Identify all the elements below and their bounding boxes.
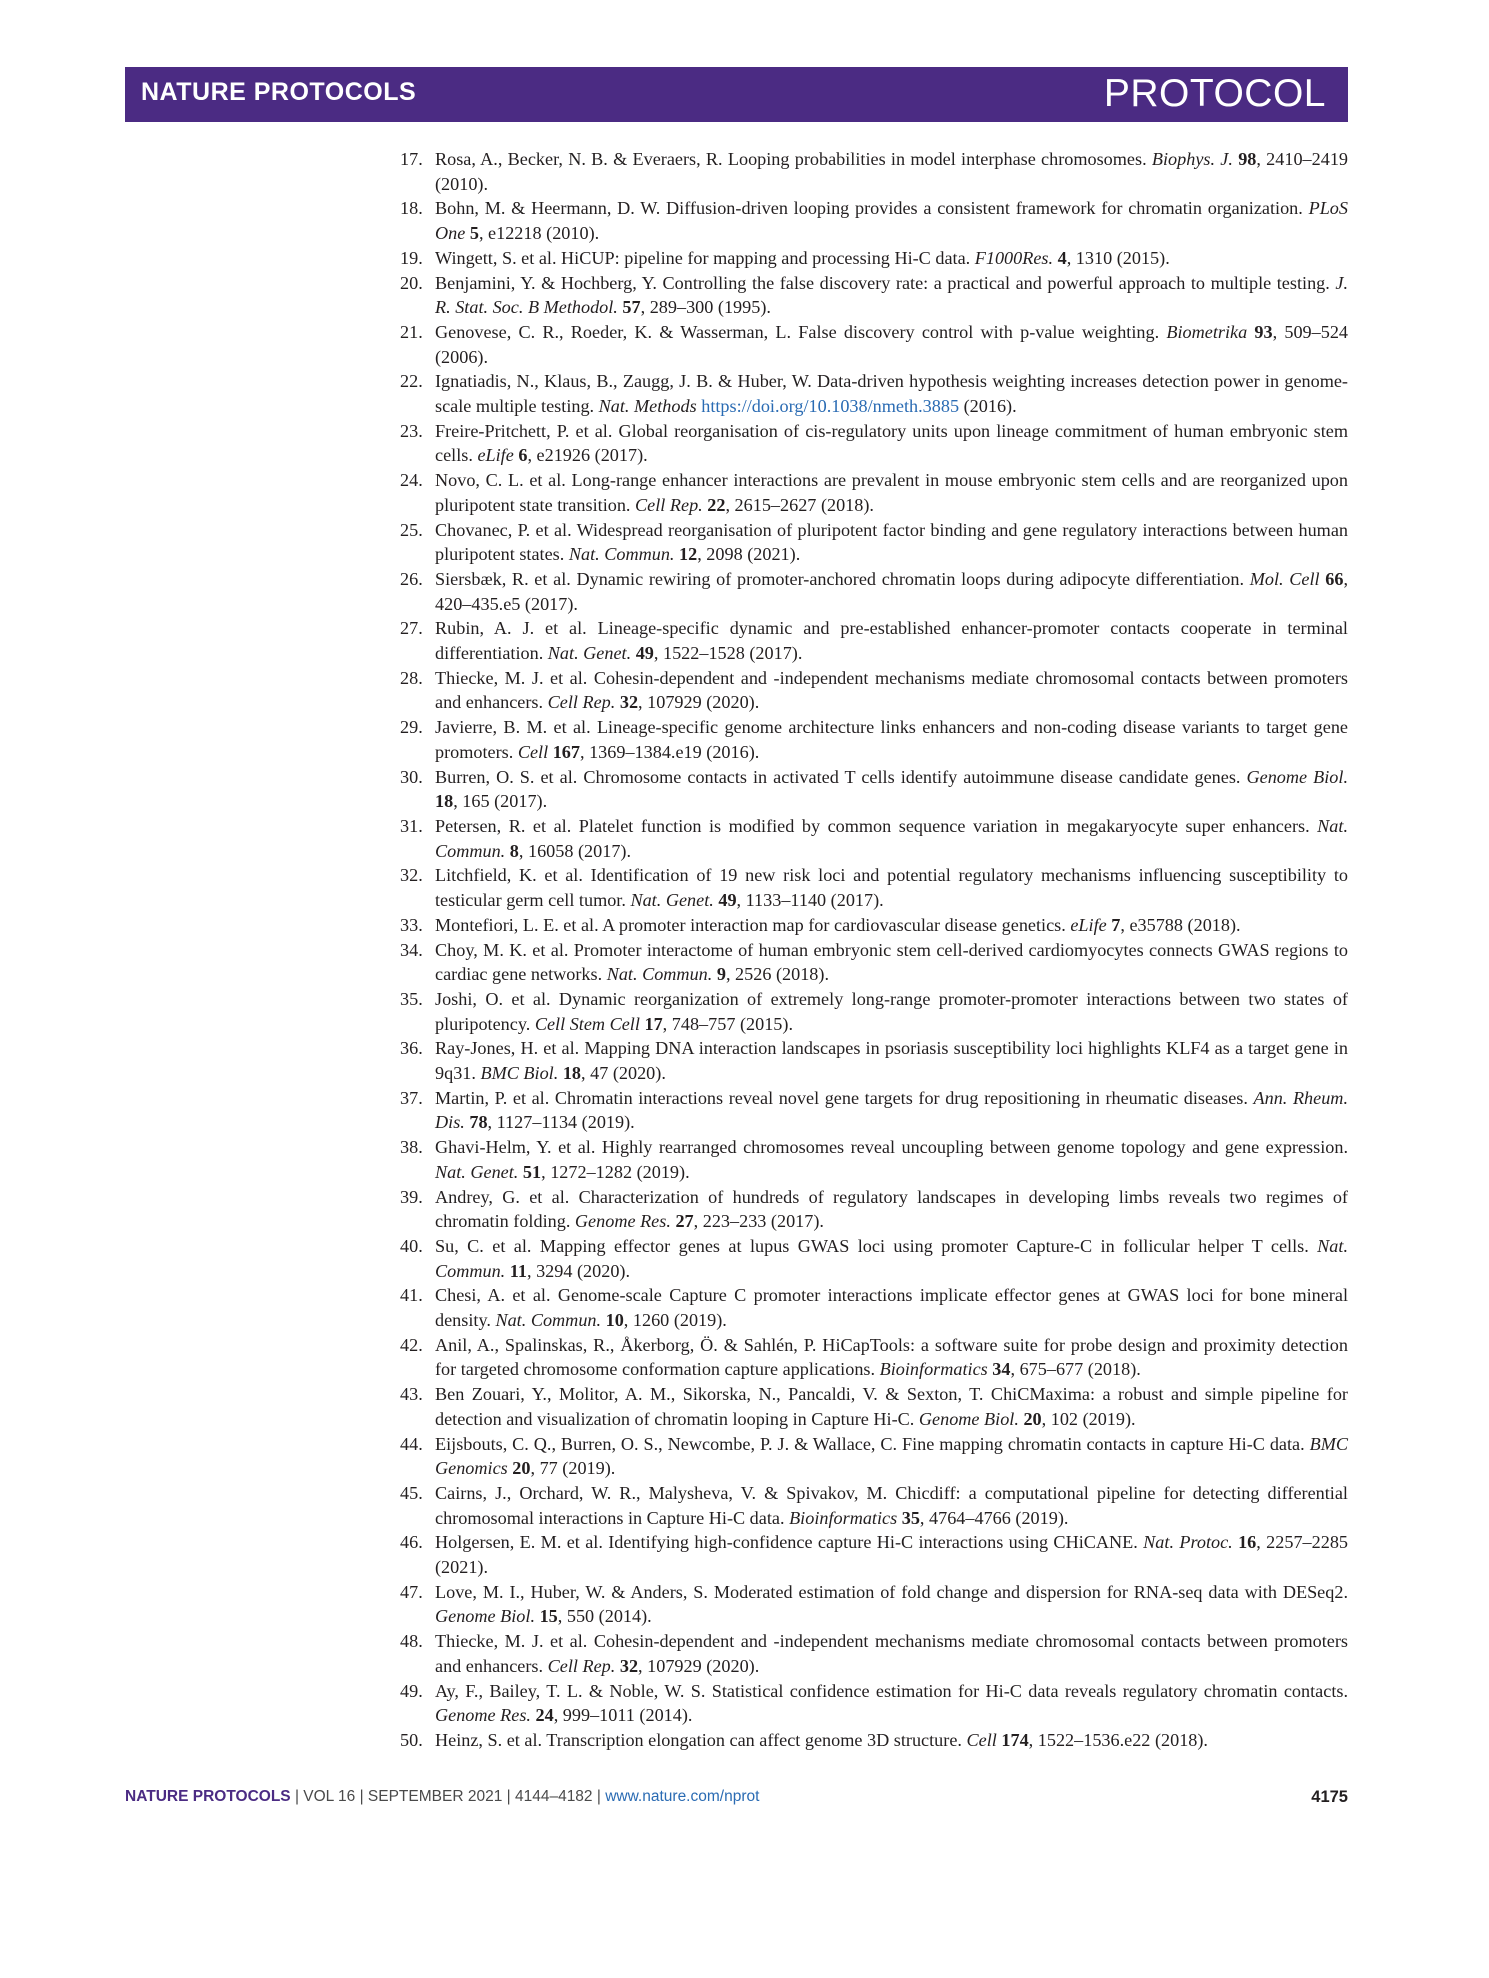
- reference-volume: 49: [635, 643, 654, 664]
- reference-text: Martin, P. et al. Chromatin interactions reveal novel gene targets for drug repositioning in rheumatic diseases.: [435, 1087, 1254, 1108]
- reference-journal: Genome Biol.: [918, 1408, 1019, 1429]
- reference-text: , 999–1011 (2014).: [553, 1705, 693, 1726]
- footer-page-range: 4144–4182: [514, 1788, 593, 1805]
- reference-text: Ghavi-Helm, Y. et al. Highly rearranged chromosomes reveal uncoupling between genome topology and gene expression.: [435, 1137, 1348, 1158]
- reference-journal: PLoS One: [435, 198, 1348, 244]
- reference-text: , 1272–1282 (2019).: [541, 1161, 690, 1182]
- reference-volume: 32: [619, 692, 639, 713]
- reference-item: [390, 814, 1348, 863]
- reference-number: 36.: [400, 1038, 423, 1059]
- reference-volume: 66: [1325, 568, 1344, 589]
- reference-number: 27.: [400, 618, 423, 639]
- reference-list: [390, 147, 1348, 1753]
- reference-item: [390, 196, 1348, 245]
- reference-number: 22.: [400, 371, 423, 392]
- reference-text: , e12218 (2010).: [478, 223, 600, 244]
- reference-number: 29.: [400, 717, 423, 738]
- reference-item: [390, 1481, 1348, 1530]
- reference-text: , 509–524 (2006).: [435, 321, 1349, 367]
- reference-volume: 78: [469, 1112, 488, 1133]
- reference-journal: Cell Stem Cell: [534, 1013, 640, 1034]
- reference-number: 50.: [400, 1730, 423, 1750]
- reference-volume: 6: [518, 445, 528, 466]
- journal-name: NATURE PROTOCOLS: [141, 78, 417, 106]
- reference-volume: 16: [1238, 1532, 1257, 1553]
- reference-item: [390, 147, 1348, 196]
- header-bar: [125, 67, 1348, 122]
- reference-text: Benjamini, Y. & Hochberg, Y. Controlling the false discovery rate: a practical and powerful approach to multiple testing.: [435, 272, 1336, 293]
- reference-number: 40.: [400, 1235, 423, 1256]
- reference-text: Joshi, O. et al. Dynamic reorganization of extremely long-range promoter-promoter interactions between two states of pluripotency.: [435, 988, 1348, 1034]
- reference-journal: Mol. Cell: [1249, 568, 1320, 589]
- reference-journal: Biometrika: [1166, 321, 1248, 342]
- reference-item: [390, 1679, 1348, 1728]
- page-footer: [125, 1788, 1348, 1806]
- reference-text: Choy, M. K. et al. Promoter interactome of human embryonic stem cell-derived cardiomyocytes connects GWAS regions to cardiac gene networks.: [435, 939, 1348, 985]
- reference-journal: Genome Res.: [574, 1211, 671, 1232]
- reference-text: Burren, O. S. et al. Chromosome contacts in activated T cells identify autoimmune disease candidate genes.: [435, 766, 1247, 787]
- reference-volume: 12: [679, 544, 698, 565]
- reference-number: 34.: [400, 939, 423, 960]
- reference-item: [390, 1629, 1348, 1678]
- reference-text: , 102 (2019).: [1041, 1408, 1136, 1429]
- reference-number: 25.: [400, 519, 423, 540]
- reference-item: [390, 1135, 1348, 1184]
- reference-number: 49.: [400, 1680, 423, 1701]
- footer-separator: |: [502, 1788, 515, 1805]
- reference-volume: 15: [539, 1606, 558, 1627]
- reference-item: [390, 1185, 1348, 1234]
- reference-text: , 77 (2019).: [530, 1458, 616, 1479]
- reference-item: [390, 1086, 1348, 1135]
- reference-number: 43.: [400, 1384, 423, 1405]
- reference-text: , 420–435.e5 (2017).: [435, 568, 1349, 614]
- footer-date: SEPTEMBER 2021: [367, 1788, 503, 1805]
- reference-number: 38.: [400, 1137, 423, 1158]
- reference-text: Petersen, R. et al. Platelet function is modified by common sequence variation in megakaryocyte super enhancers.: [435, 815, 1318, 836]
- reference-text: , 3294 (2020).: [526, 1260, 631, 1281]
- reference-item: [390, 1382, 1348, 1431]
- reference-volume: 20: [1023, 1408, 1042, 1429]
- reference-item: [390, 863, 1348, 912]
- reference-text: , 2410–2419 (2010).: [435, 149, 1349, 194]
- reference-item: [390, 1036, 1348, 1085]
- reference-item: [390, 1530, 1348, 1579]
- reference-text: , 1260 (2019).: [623, 1310, 727, 1331]
- reference-item: [390, 938, 1348, 987]
- reference-text: , 289–300 (1995).: [640, 297, 771, 318]
- reference-number: 35.: [400, 988, 423, 1009]
- reference-text: Montefiori, L. E. et al. A promoter interaction map for cardiovascular disease genetics.: [435, 914, 1071, 935]
- footer-url-link[interactable]: www.nature.com/nprot: [605, 1788, 760, 1805]
- reference-text: , 2257–2285 (2021).: [435, 1532, 1349, 1578]
- reference-text: , 2526 (2018).: [725, 964, 830, 985]
- reference-text: , 748–757 (2015).: [662, 1013, 793, 1034]
- reference-journal: Cell Rep.: [547, 692, 616, 713]
- reference-journal: Cell Rep.: [635, 494, 703, 515]
- reference-text: , 1369–1384.e19 (2016).: [579, 741, 760, 762]
- reference-volume: 20: [512, 1458, 531, 1479]
- reference-journal: Nat. Genet.: [435, 1161, 519, 1182]
- reference-item: [390, 765, 1348, 814]
- reference-journal: Nat. Protoc.: [1143, 1532, 1233, 1553]
- reference-number: 24.: [400, 470, 423, 491]
- reference-volume: 7: [1111, 914, 1121, 935]
- reference-journal: Genome Res.: [435, 1705, 531, 1726]
- reference-number: 39.: [400, 1186, 423, 1207]
- reference-volume: 9: [716, 964, 726, 985]
- reference-number: 32.: [400, 865, 423, 886]
- reference-journal: Bioinformatics: [789, 1507, 898, 1528]
- footer-journal-name: NATURE PROTOCOLS: [125, 1788, 291, 1805]
- reference-text: Heinz, S. et al. Transcription elongation can affect genome 3D structure.: [435, 1730, 967, 1750]
- reference-text: Chesi, A. et al. Genome-scale Capture C promoter interactions implicate effector genes at GWAS loci for bone mineral density.: [435, 1285, 1348, 1331]
- reference-number: 33.: [400, 914, 423, 935]
- reference-volume: 22: [707, 494, 726, 515]
- reference-text: Love, M. I., Huber, W. & Anders, S. Moderated estimation of fold change and dispersion for RNA-seq data with DESeq2.: [435, 1581, 1348, 1602]
- reference-journal: Nat. Genet.: [547, 643, 632, 664]
- reference-item: [390, 246, 1348, 271]
- reference-volume: 174: [1001, 1730, 1029, 1750]
- reference-volume: 49: [718, 890, 737, 911]
- reference-text: , 47 (2020).: [581, 1063, 666, 1084]
- footer-separator: |: [592, 1788, 606, 1805]
- reference-text: , 16058 (2017).: [518, 840, 632, 861]
- reference-journal: Nat. Commun.: [606, 964, 713, 985]
- reference-volume: 35: [901, 1507, 920, 1528]
- reference-text: Siersbæk, R. et al. Dynamic rewiring of promoter-anchored chromatin loops during adipocyte differentiation.: [435, 568, 1250, 589]
- reference-volume: 24: [535, 1705, 554, 1726]
- reference-volume: 32: [619, 1655, 639, 1676]
- reference-journal: Nat. Commun.: [568, 544, 675, 565]
- reference-journal: Ann. Rheum. Dis.: [435, 1087, 1348, 1133]
- reference-text: (2016).: [959, 396, 1017, 417]
- reference-text: , 1522–1536.e22 (2018).: [1028, 1730, 1208, 1750]
- reference-text: Bohn, M. & Heermann, D. W. Diffusion-driven looping provides a consistent framework for chromatin organization.: [435, 198, 1309, 219]
- reference-volume: 18: [562, 1063, 581, 1084]
- reference-number: 37.: [400, 1087, 423, 1108]
- reference-volume: 167: [552, 741, 580, 762]
- reference-number: 20.: [400, 272, 423, 293]
- reference-text: Anil, A., Spalinskas, R., Åkerborg, Ö. & Sahlén, P. HiCapTools: a software suite for probe design and proximity detection for targeted chromosome conformation capture applications.: [435, 1334, 1348, 1380]
- reference-volume: 51: [522, 1161, 542, 1182]
- reference-journal: Nat. Commun.: [435, 815, 1348, 861]
- reference-text: Thiecke, M. J. et al. Cohesin-dependent and -independent mechanisms mediate chromosomal contacts between promoters and enhancers.: [435, 667, 1348, 713]
- reference-journal: Biophys. J.: [1151, 149, 1233, 169]
- reference-text: , 1310 (2015).: [1066, 247, 1170, 268]
- reference-journal: F1000Res.: [974, 247, 1054, 268]
- reference-text: Chovanec, P. et al. Widespread reorganisation of pluripotent factor binding and gene regulatory interactions between human pluripotent states.: [435, 519, 1348, 565]
- reference-volume: 4: [1057, 247, 1067, 268]
- reference-number: 21.: [400, 321, 423, 342]
- reference-text: Su, C. et al. Mapping effector genes at lupus GWAS loci using promoter Capture-C in follicular helper T cells.: [435, 1235, 1318, 1256]
- reference-text: Holgersen, E. M. et al. Identifying high-confidence capture Hi-C interactions using CHiCANE.: [435, 1532, 1144, 1553]
- reference-number: 18.: [400, 198, 423, 219]
- reference-text: , 107929 (2020).: [638, 692, 760, 713]
- reference-text: , 675–677 (2018).: [1010, 1359, 1141, 1380]
- reference-number: 42.: [400, 1334, 423, 1355]
- reference-item: [390, 616, 1348, 665]
- reference-item: [390, 468, 1348, 517]
- reference-text: Genovese, C. R., Roeder, K. & Wasserman, L. False discovery control with p-value weighting.: [435, 321, 1167, 342]
- reference-text: Andrey, G. et al. Characterization of hundreds of regulatory landscapes in developing limbs reveals two regimes of chromatin folding.: [435, 1186, 1348, 1232]
- reference-text: , e35788 (2018).: [1120, 914, 1241, 935]
- reference-text: Ray-Jones, H. et al. Mapping DNA interaction landscapes in psoriasis susceptibility loci highlights KLF4 as a target gene in 9q31.: [435, 1038, 1348, 1084]
- reference-text: , 2098 (2021).: [697, 544, 801, 565]
- reference-text: Ignatiadis, N., Klaus, B., Zaugg, J. B. & Huber, W. Data-driven hypothesis weighting increases detection power in genome-scale multiple testing.: [435, 371, 1348, 417]
- reference-text: , 1522–1528 (2017).: [653, 643, 803, 664]
- reference-item: [390, 1333, 1348, 1382]
- reference-number: 46.: [400, 1532, 423, 1553]
- reference-item: [390, 567, 1348, 616]
- reference-journal: eLife: [477, 445, 514, 466]
- reference-number: 31.: [400, 815, 423, 836]
- reference-number: 47.: [400, 1581, 423, 1602]
- reference-volume: 98: [1238, 149, 1257, 169]
- reference-volume: 57: [622, 297, 641, 318]
- reference-item: [390, 1432, 1348, 1481]
- reference-volume: 17: [644, 1013, 663, 1034]
- reference-number: 26.: [400, 568, 423, 589]
- reference-journal: Cell Rep.: [547, 1655, 616, 1676]
- reference-text: , 165 (2017).: [453, 791, 548, 812]
- reference-text: Ay, F., Bailey, T. L. & Noble, W. S. Statistical confidence estimation for Hi-C data reveals regulatory chromatin contacts.: [435, 1680, 1348, 1701]
- reference-volume: 93: [1254, 321, 1273, 342]
- reference-volume: 10: [605, 1310, 624, 1331]
- reference-text: Wingett, S. et al. HiCUP: pipeline for mapping and processing Hi-C data.: [435, 247, 975, 268]
- reference-text: , 2615–2627 (2018).: [725, 494, 874, 515]
- reference-volume: 27: [675, 1211, 694, 1232]
- reference-text: Thiecke, M. J. et al. Cohesin-dependent and -independent mechanisms mediate chromosomal contacts between promoters and enhancers.: [435, 1631, 1348, 1676]
- reference-text: Litchfield, K. et al. Identification of 19 new risk loci and potential regulatory mechanisms influencing susceptibility to testicular germ cell tumor.: [435, 865, 1348, 911]
- article-type-label: PROTOCOL: [1103, 72, 1326, 115]
- reference-journal: Nat. Methods: [598, 396, 697, 417]
- reference-text: , 107929 (2020).: [638, 1655, 760, 1676]
- reference-item: [390, 666, 1348, 715]
- reference-journal: Nat. Genet.: [630, 890, 714, 911]
- reference-journal: Genome Biol.: [1246, 766, 1348, 787]
- reference-item: [390, 1283, 1348, 1332]
- reference-volume: 34: [992, 1359, 1011, 1380]
- reference-number: 19.: [400, 247, 423, 268]
- footer-separator: |: [290, 1788, 304, 1805]
- reference-number: 48.: [400, 1631, 423, 1652]
- reference-text: , 1127–1134 (2019).: [487, 1112, 635, 1133]
- reference-item: [390, 320, 1348, 369]
- reference-item: [390, 1728, 1348, 1753]
- reference-volume: 11: [509, 1260, 527, 1281]
- reference-text: , 4764–4766 (2019).: [919, 1507, 1069, 1528]
- reference-item: [390, 419, 1348, 468]
- reference-item: [390, 369, 1348, 418]
- reference-number: 23.: [400, 420, 423, 441]
- reference-journal: Cell: [966, 1730, 997, 1750]
- reference-text: Javierre, B. M. et al. Lineage-specific genome architecture links enhancers and non-coding disease variants to target gene promoters.: [435, 717, 1348, 762]
- reference-text: Rubin, A. J. et al. Lineage-specific dynamic and pre-established enhancer-promoter contacts cooperate in terminal differentiation.: [435, 618, 1348, 664]
- reference-item: [390, 518, 1348, 567]
- reference-text: Rosa, A., Becker, N. B. & Everaers, R. Looping probabilities in model interphase chromosomes.: [435, 149, 1152, 169]
- reference-number: 30.: [400, 766, 423, 787]
- reference-item: [390, 913, 1348, 938]
- reference-text: , 550 (2014).: [557, 1606, 652, 1627]
- reference-text: Cairns, J., Orchard, W. R., Malysheva, V. & Spivakov, M. Chicdiff: a computational pipeline for detecting differential chromosomal interactions in Capture Hi-C data.: [435, 1482, 1348, 1528]
- reference-item: [390, 1580, 1348, 1629]
- reference-item: [390, 715, 1348, 764]
- reference-text: Ben Zouari, Y., Molitor, A. M., Sikorska, N., Pancaldi, V. & Sexton, T. ChiCMaxima: a robust and simple pipeline for detection and visualization of chromatin looping in Capture Hi-C.: [435, 1384, 1348, 1429]
- reference-journal: Bioinformatics: [879, 1359, 988, 1380]
- reference-volume: 5: [469, 223, 479, 244]
- reference-doi-link[interactable]: https://doi.org/10.1038/nmeth.3885: [701, 396, 960, 417]
- reference-item: [390, 271, 1348, 320]
- reference-journal: BMC Genomics: [435, 1433, 1348, 1479]
- reference-number: 44.: [400, 1433, 423, 1454]
- reference-number: 41.: [400, 1285, 423, 1306]
- reference-item: [390, 987, 1348, 1036]
- footer-volume: VOL 16: [303, 1788, 356, 1805]
- reference-journal: BMC Biol.: [480, 1063, 559, 1084]
- reference-text: Eijsbouts, C. Q., Burren, O. S., Newcombe, P. J. & Wallace, C. Fine mapping chromatin contacts in capture Hi-C data.: [435, 1433, 1310, 1454]
- reference-text: , 223–233 (2017).: [693, 1211, 824, 1232]
- footer-separator: |: [355, 1788, 368, 1805]
- reference-volume: 18: [435, 791, 454, 812]
- reference-journal: Cell: [517, 741, 549, 762]
- reference-journal: eLife: [1070, 914, 1107, 935]
- reference-journal: Genome Biol.: [435, 1606, 536, 1627]
- reference-journal: Nat. Commun.: [495, 1310, 602, 1331]
- reference-volume: 8: [509, 840, 519, 861]
- reference-number: 45.: [400, 1482, 423, 1503]
- page-number: 4175: [1311, 1788, 1348, 1806]
- reference-journal: Nat. Commun.: [435, 1235, 1348, 1281]
- reference-item: [390, 1234, 1348, 1283]
- reference-text: , 1133–1140 (2017).: [736, 890, 884, 911]
- reference-text: Novo, C. L. et al. Long-range enhancer interactions are prevalent in mouse embryonic stem cells and are reorganized upon pluripotent state transition.: [435, 470, 1348, 515]
- reference-number: 17.: [400, 149, 423, 169]
- reference-journal: J. R. Stat. Soc. B Methodol.: [435, 272, 1348, 318]
- reference-number: 28.: [400, 667, 423, 688]
- reference-text: Freire-Pritchett, P. et al. Global reorganisation of cis-regulatory units upon lineage commitment of human embryonic stem cells.: [435, 420, 1348, 466]
- reference-text: , e21926 (2017).: [527, 445, 648, 466]
